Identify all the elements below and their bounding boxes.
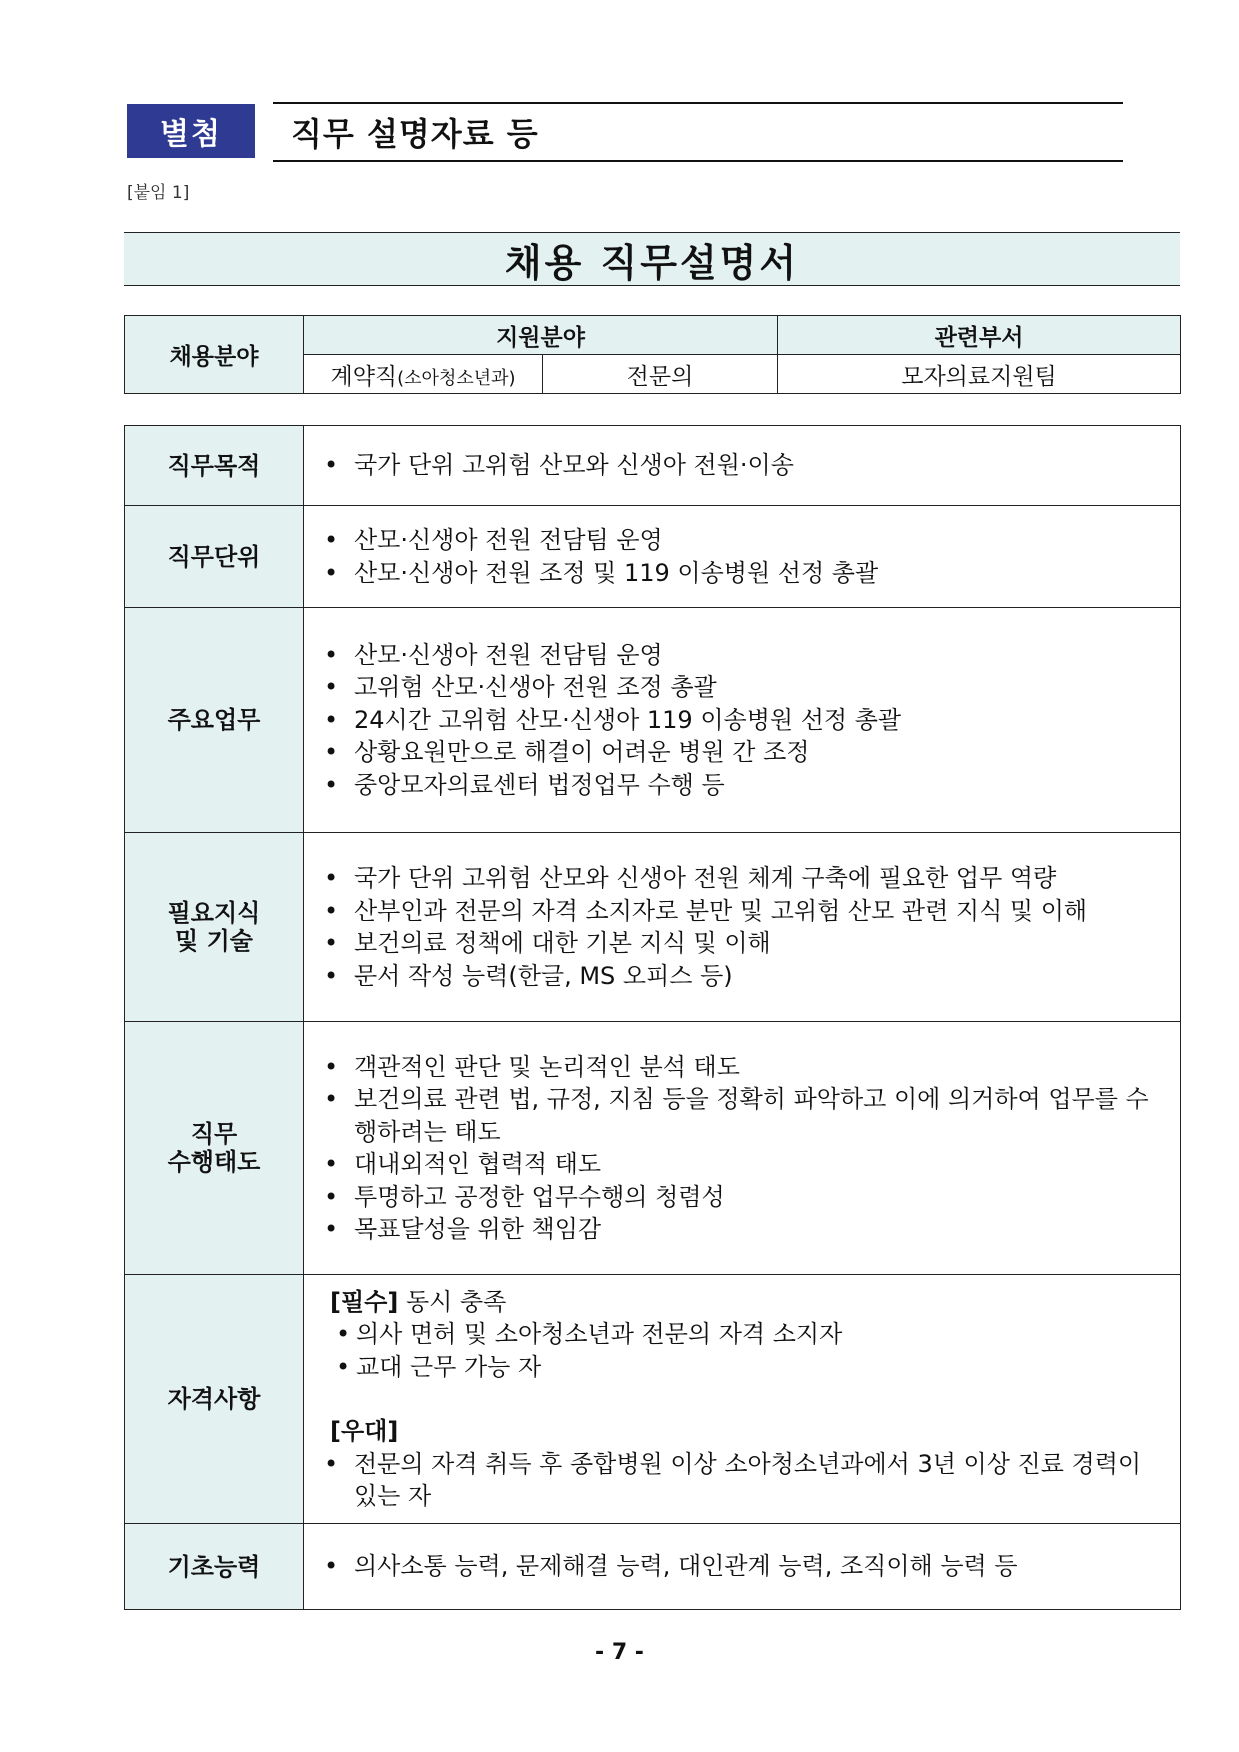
- knowledge-label-line2: 및 기술: [175, 927, 253, 955]
- attitude-content: [304, 1022, 1181, 1275]
- list-item: • 목표달성을 위한 책임감: [318, 1213, 1170, 1246]
- qualifications-label: 자격사항: [125, 1275, 304, 1524]
- hiring-field-table: [124, 315, 1181, 394]
- hiring-category-label: 채용분야: [125, 316, 304, 394]
- required-note: 동시 충족: [398, 1287, 507, 1316]
- employment-type: [304, 355, 543, 394]
- list-item: • 교대 근무 가능 자: [318, 1351, 1170, 1384]
- list-item: • 의사 면허 및 소아청소년과 전문의 자격 소지자: [318, 1318, 1170, 1351]
- knowledge-content: [304, 833, 1181, 1022]
- main-tasks-content: [304, 608, 1181, 833]
- main-tasks-label: 주요업무: [125, 608, 304, 833]
- list-item: • 국가 단위 고위험 산모와 신생아 전원·이송: [318, 449, 1170, 482]
- qualifications-content: [304, 1275, 1181, 1524]
- list-item: • 산모·신생아 전원 조정 및 119 이송병원 선정 총괄: [318, 557, 1170, 590]
- units-label: 직무단위: [125, 506, 304, 608]
- list-item: • 산부인과 전문의 자격 소지자로 분만 및 고위험 산모 관련 지식 및 이해: [318, 895, 1170, 928]
- required-head: [필수]: [330, 1287, 399, 1316]
- units-content: [304, 506, 1181, 608]
- list-item: • 24시간 고위험 산모·신생아 119 이송병원 선정 총괄: [318, 704, 1170, 737]
- list-item: • 대내외적인 협력적 태도: [318, 1148, 1170, 1181]
- purpose-content: [304, 426, 1181, 506]
- list-item: • 산모·신생아 전원 전담팀 운영: [318, 524, 1170, 557]
- attitude-label-line2: 수행태도: [167, 1148, 261, 1176]
- position: 전문의: [543, 355, 778, 394]
- list-item: • 중앙모자의료센터 법정업무 수행 등: [318, 769, 1170, 802]
- list-item: • 전문의 자격 취득 후 종합병원 이상 소아청소년과에서 3년 이상 진료 경력이 있는 자: [318, 1448, 1170, 1513]
- attitude-label-line1: 직무: [190, 1120, 238, 1148]
- knowledge-label-line1: 필요지식: [167, 899, 261, 927]
- basic-abilities-label: 기초능력: [125, 1524, 304, 1610]
- purpose-label: 직무목적: [125, 426, 304, 506]
- list-item: • 산모·신생아 전원 전담팀 운영: [318, 639, 1170, 672]
- department-header: 관련부서: [778, 316, 1181, 355]
- basic-abilities-content: [304, 1524, 1181, 1610]
- annex-badge: 별첨: [127, 104, 255, 158]
- list-item: • 투명하고 공정한 업무수행의 청렴성: [318, 1181, 1170, 1214]
- knowledge-label: [125, 833, 304, 1022]
- required-heading: [318, 1286, 1170, 1319]
- field-header: 지원분야: [304, 316, 778, 355]
- employment-type-main: 계약직: [330, 363, 398, 390]
- page-number: - 7 -: [595, 1640, 644, 1665]
- attitude-label: [125, 1022, 304, 1275]
- list-item: • 보건의료 정책에 대한 기본 지식 및 이해: [318, 927, 1170, 960]
- header-title: 직무 설명자료 등: [291, 115, 539, 153]
- list-item: • 객관적인 판단 및 논리적인 분석 태도: [318, 1051, 1170, 1084]
- list-item: • 국가 단위 고위험 산모와 신생아 전원 체계 구축에 필요한 업무 역량: [318, 862, 1170, 895]
- list-item: • 보건의료 관련 법, 규정, 지침 등을 정확히 파악하고 이에 의거하여 업무를 수행하려는 태도: [318, 1083, 1170, 1148]
- job-description-table: [124, 425, 1181, 1610]
- employment-type-sub: (소아청소년과): [397, 367, 516, 389]
- list-item: • 고위험 산모·신생아 전원 조정 총괄: [318, 671, 1170, 704]
- list-item: • 의사소통 능력, 문제해결 능력, 대인관계 능력, 조직이해 능력 등: [318, 1550, 1170, 1583]
- list-item: • 상황요원만으로 해결이 어려운 병원 간 조정: [318, 736, 1170, 769]
- document-title: 채용 직무설명서: [504, 240, 800, 285]
- header-title-bar: [273, 102, 1123, 162]
- document-title-box: [124, 232, 1180, 286]
- attachment-label: [붙임 1]: [127, 183, 190, 203]
- list-item: • 문서 작성 능력(한글, MS 오피스 등): [318, 960, 1170, 993]
- department: 모자의료지원팀: [778, 355, 1181, 394]
- preferred-heading: [우대]: [330, 1417, 399, 1445]
